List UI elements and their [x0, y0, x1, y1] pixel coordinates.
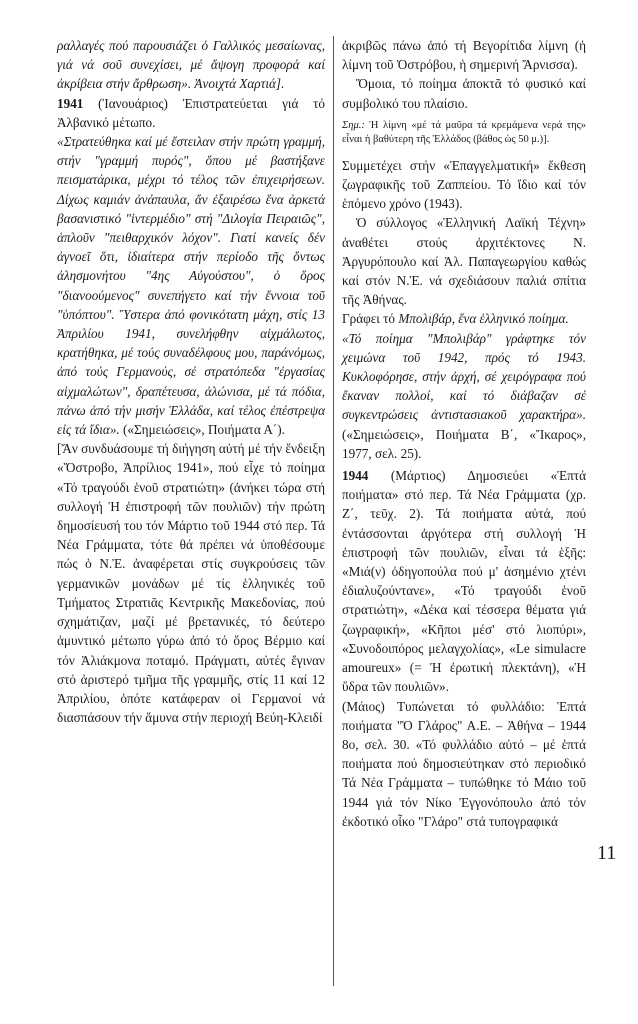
- quote-block: [57, 132, 325, 439]
- paragraph-text: Ὅμοια, τό ποίημα ἀποκτᾶ τό φυσικό καί συμβολικό του πλαίσιο.: [342, 76, 586, 111]
- commentary-text: [Ἄν συνδυάσουμε τή διήγηση αὐτή μέ τήν ἔνδειξη «Ὄστροβο, Ἀπρίλιος 1941», πού εἶχε τό ποίημα «Τό τραγούδι ἑνοῦ στρατιώτη» (ἀνήκει τώρα στή συλλογή Ἡ ἐπιστροφή τῶν πουλιῶν) τήν πρώτη δημοσίευσή του τόν Μάρτιο τοῦ 1944 στό περ. Τά Νέα Γράμματα, τότε θά πρέπει νά ὑποθέσουμε πώς ὁ Ν.Ἐ. ἀναφέρεται στίς συγκρούσεις τῶν γερμανικῶν μονάδων μέ τίς ἑλληνικές τοῦ Τμήματος Στρατιᾶς Κεντρικῆς Μακεδονίας, πού σχημάτιζαν, μαζί μέ βρετανικές, τό δεύτερο ἀμυντικό μέτωπο γύρω ἀπό τό ὄρος Βέρμιο καί τόν Ἀλιάκμονα ποταμό. Πράγματι, αὐτές ἔγιναν στό ἀριστερό τμῆμα τῆς γραμμῆς, στίς 11 καί 12 Ἀπριλίου, ὁπότε κατάφεραν οἱ Γερμανοί νά διασπάσουν τήν ἄμυνα στήν περιοχή Βεύη-Κλειδί: [57, 441, 325, 726]
- column-divider: [333, 36, 334, 986]
- paragraph: [342, 156, 586, 214]
- entry-1944: [342, 466, 586, 696]
- year-label: 1944: [342, 468, 369, 484]
- quote-continuation: ραλλαγές πού παρουσιάζει ὁ Γαλλικός μεσαίωνας, γιά νά σοῦ συνεχίσει, μέ ἄψογη προφορά καί ἀκρίβεια στήν ἄρθρωση». Ἀνοιχτά Χαρτιά].: [57, 38, 325, 92]
- quote-source: («Σημειώσεις», Ποιήματα Β΄, «Ἴκαρος», 1977, σελ. 25).: [342, 426, 586, 461]
- paragraph: [342, 213, 586, 309]
- right-column: [342, 36, 586, 831]
- footnote-text: Ἡ λίμνη «μέ τά μαῦρα τά κρεμάμενα νερά της» εἶναι ἡ βαθύτερη τῆς Ἑλλάδος (βάθος ὡς 50 μ.)].: [342, 119, 586, 146]
- footnote-label: Σημ.:: [342, 119, 365, 131]
- year-label: 1941: [57, 95, 84, 111]
- paragraph: [342, 74, 586, 112]
- paragraph-text: Ὁ σύλλογος «Ἑλληνική Λαϊκή Τέχνη» ἀναθέτει στούς ἀρχιτέκτονες Ν. Ἀργυρόπουλο καί Ἀλ. Παπαγεωργίου καθώς καί στόν Ν.Ἐ. νά σχεδιάσουν παλιά σπίτια τῆς Ἀθήνας.: [342, 215, 586, 308]
- work-title: Μπολιβάρ, ἕνα ἑλληνικό ποίημα.: [398, 311, 569, 327]
- paragraph: [342, 36, 586, 74]
- entry-text: (Ἰανουάριος) Ἐπιστρατεύεται γιά τό Ἀλβανικό μέτωπο.: [57, 95, 325, 130]
- left-column: [57, 36, 325, 727]
- quote-block: [342, 329, 586, 463]
- paragraph-text: Συμμετέχει στήν «Ἐπαγγελματική» ἔκθεση ζωγραφικῆς τοῦ Ζαππείου. Τό ἴδιο καί τόν ἑπόμενο χρόνο (1943).: [342, 157, 586, 212]
- paragraph-text: ἀκριβῶς πάνω ἀπό τή Βεγορίτιδα λίμνη (ἡ λίμνη τοῦ Ὀστρόβου, ἡ σημερινή Ἄρνισσα).: [342, 38, 586, 73]
- quote-text: «Στρατεύθηκα καί μέ ἔστειλαν στήν πρώτη γραμμή, στήν "γραμμή πυρός", ὅπου μέ βαστήξανε πεισματάρικα, μέχρι τό τέλος τῶν ἐπιχειρήσεων. Δίχως καμιάν ἀνάπαυλα, ἄν ἐξαιρέσω ἕνα ἀρκετά βασανιστικό "ἰντερμέδιο" στή "Διλογία Πειραιῶς", ἁπλοῦν "πειθαρχικόν λόχον". Γιατί κανείς δέν ἀγνοεῖ ὅτι, ἰδιαίτερα στήν περίοδο τῆς ὄντως ἀλησμονήτου "4ης Αὐγούστου", ὁ ὅρος "διανοούμενος" συνεπήγετο καί τήν ἔννοια τοῦ "ὑπόπτου". Ὕστερα ἀπό φονικότατη μάχη, στίς 13 Ἀπριλίου 1941, συνελήφθην αἰχμάλωτος, κρατήθηκα, μέ τούς συναδέλφους μου, παράνόμως, ἀπό τούς Γερμανούς, σέ στρατόπεδα "ἐργασίας αἰχμαλώτων", δραπέτευσα, ἀλώνισα, μέ τά πόδια, πάνω ἀπό τήν μισήν Ἑλλάδα, καί τέλος ἐπέστρεψα εἰς τά ἴδια».: [57, 134, 325, 438]
- page-number: 11: [597, 842, 617, 864]
- entry-text: (Μάρτιος) Δημοσιεύει «Ἑπτά ποιήματα» στό περ. Τά Νέα Γράμματα (χρ. Ζ΄, τεῦχ. 2). Τά ποιήματα αὐτά, πού ἐντάσσονται ἀργότερα στή συλλογή Ἡ ἐπιστροφή τῶν πουλιῶν, εἶναι τά ἑξῆς: «Μιά(ν) ὀδηγοπούλα πού μ' ἀσημένιο χτένι ἐδιαλυζούντανε», «Τό τραγούδι ἑνοῦ στρατιώτη», «Δέκα καί τέσσερα θέματα γιά ζωγραφική», «Κῆποι μέσ' στό λιοπύρι», «Συνοδοιπόρος μελαγχολίας», «Le simulacre amoureux» (= Ἡ ἐρωτική πλεκτάνη), «Ἡ ὕδρα τῶν πουλιῶν».: [342, 468, 586, 695]
- paragraph-text: Γράφει τό: [342, 311, 399, 327]
- paragraph: [342, 697, 586, 831]
- paragraph: [57, 36, 325, 94]
- footnote: [342, 119, 586, 148]
- entry-1941: [57, 94, 325, 132]
- quote-source: («Σημειώσεις», Ποιήματα Α΄).: [119, 422, 285, 438]
- paragraph-text: (Μάιος) Τυπώνεται τό φυλλάδιο: Ἑπτά ποιήματα "Ὁ Γλάρος" Α.Ε. – Ἀθήνα – 1944 8ο, σελ. 30. «Τό φυλλάδιο αὐτό – μέ ἑπτά ποιήματα πού δημοσιεύτηκαν στό περιοδικό Τά Νέα Γράμματα – τυπώθηκε τό Μάιο τοῦ 1944 γιά τόν Νίκο Ἐγγονόπουλο ἀπό τόν ἐκδοτικό οἶκο "Γλάρο" στά τυπογραφικά: [342, 698, 586, 829]
- commentary-paragraph: [57, 439, 325, 727]
- quote-text: «Τό ποίημα "Μπολιβάρ" γράφτηκε τόν χειμώνα τοῦ 1942, πρός τό 1943. Κυκλοφόρησε, στήν ἀρχή, σέ χειρόγραφα πού ἔκαναν πολλοί, καί τό διάβαζαν σέ συγκεντρώσεις ἀντιστασιακοῦ χαρακτήρα».: [342, 330, 586, 423]
- paragraph: [342, 309, 586, 328]
